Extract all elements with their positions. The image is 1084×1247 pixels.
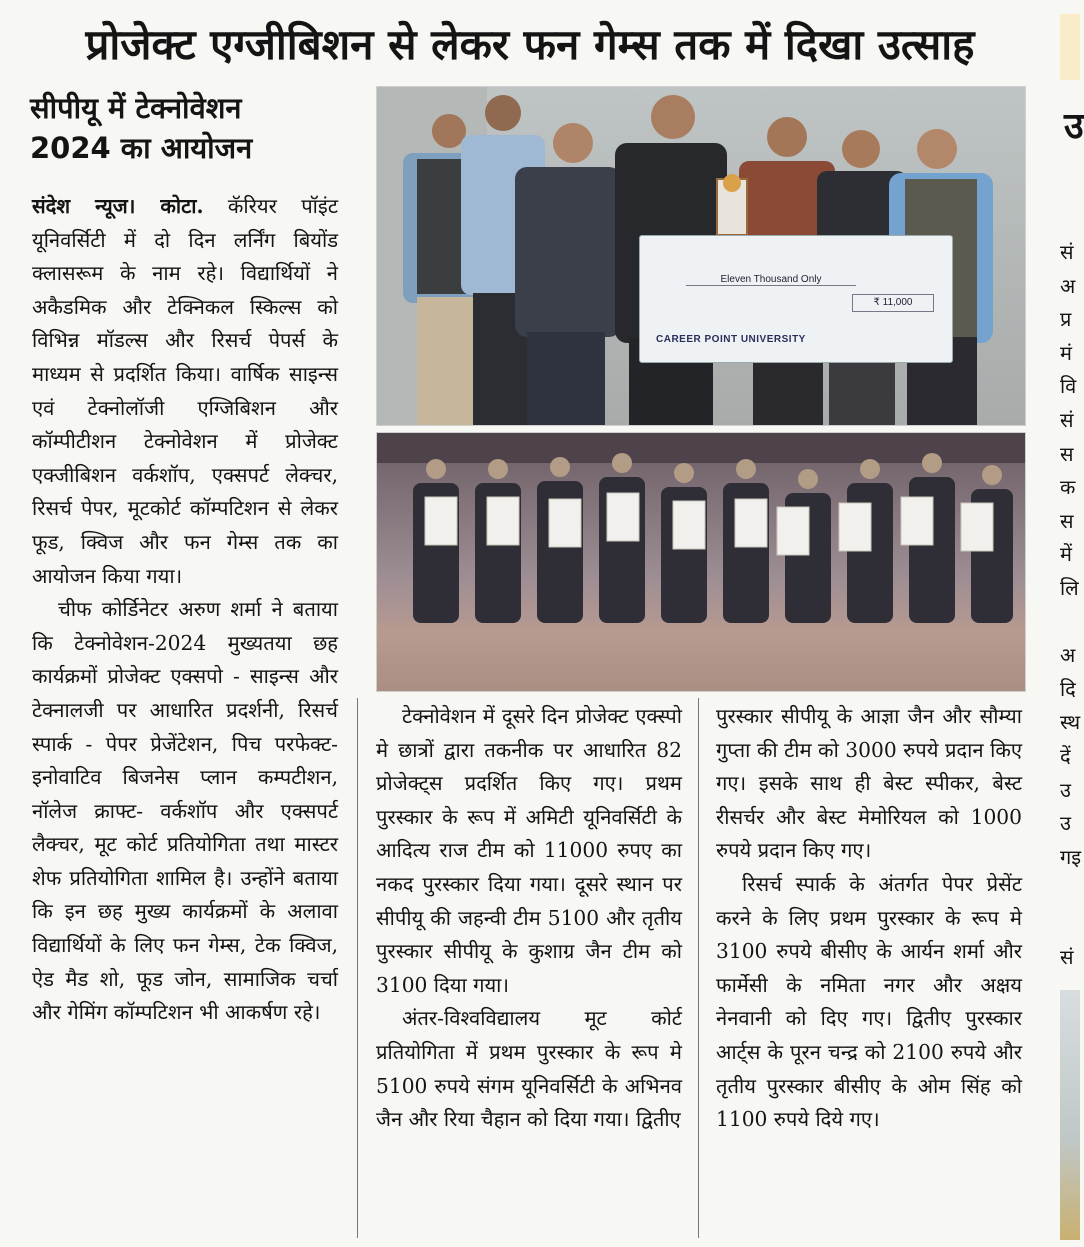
article-column-2	[376, 700, 682, 1137]
paragraph-2: चीफ कोर्डिनेटर अरुण शर्मा ने बताया कि टेक्नोवेशन-2024 मुख्यतया छह कार्यक्रमों प्रोजेक्ट एक्सपो - साइन्स और टेक्नालजी पर आधारित प्रदर्शनी, रिसर्च स्पार्क - पेपर प्रेजेंटेशन, पिच परफेक्ट- इनोवाटिव बिजनेस प्लान कम्पटीशन, नॉलेज क्राफ्ट- वर्कशॉप और एक्सपर्ट लैक्चर, मूट कोर्ट प्रतियोगिता तथा मास्टर शेफ प्रतियोगिता शामिल है। उन्होंने बताया कि इन छह मुख्य कार्यक्रमों के अलावा विद्यार्थियों के लिए फन गेम्स, टेक क्विज, ऐड मैड शो, फूड जोन, सामाजिक चर्चा और गेमिंग कॉम्पटिशन भी आकर्षण रहे।	[32, 597, 338, 1025]
edge-line: उ	[1060, 777, 1071, 802]
paragraph-5: पुरस्कार सीपीयू के आज्ञा जैन और सौम्या गुप्ता की टीम को 3000 रुपये प्रदान किए गए। इसके साथ ही बेस्ट स्पीकर, बेस्ट रीसर्चर और बेस्ट मेमोरियल को 1000 रुपये प्रदान किए गए।	[716, 704, 1022, 863]
edge-line: वि	[1060, 374, 1077, 399]
column-rule-2	[698, 698, 699, 1238]
subheadline	[30, 88, 350, 168]
adjacent-article-headline: उ	[1064, 106, 1084, 147]
paragraph-4: अंतर-विश्वविद्यालय मूट कोर्ट प्रतियोगिता में प्रथम पुरस्कार के रूप मे 5100 रुपये संगम यूनिवर्सिटी के अभिनव जैन और रिया चैहान को दिया गया। द्वितीए	[376, 1006, 682, 1132]
edge-line: लि	[1060, 575, 1079, 600]
cheque	[639, 235, 953, 363]
headline: प्रोजेक्ट एग्जीबिशन से लेकर फन गेम्स तक में दिखा उत्साह	[85, 20, 975, 69]
article-column-3	[716, 700, 1022, 1137]
edge-line: दें	[1060, 743, 1071, 768]
edge-line: में	[1060, 542, 1072, 567]
award-photo	[376, 86, 1026, 426]
dateline: संदेश न्यूज। कोटा.	[32, 194, 204, 218]
column-rule-1	[357, 698, 358, 1238]
edge-line: क	[1060, 475, 1076, 500]
edge-line: मं	[1060, 340, 1072, 365]
edge-line: स	[1060, 441, 1074, 466]
edge-line: अ	[1060, 273, 1076, 298]
edge-line: प्र	[1060, 307, 1072, 332]
cheque-amount-words: Eleven Thousand Only	[686, 274, 856, 286]
paragraph-1-text: कॅरियर पॉइंट यूनिवर्सिटी में दो दिन लर्निंग बियोंड क्लासरूम के नाम रहे। विद्यार्थियों ने अकैडमिक और टेक्निकल स्किल्स को विभिन्न मॉडल्स और रिसर्च पेपर्स के माध्यम से प्रदर्शित किया। वार्षिक साइन्स एवं टेक्नोलॉजी एग्जिबिशन और कॉम्पीटीशन टेक्नोवेशन में प्रोजेक्ट एक्जीबिशन वर्कशॉप, एक्सपर्ट लेक्चर, रिसर्च पेपर, मूटकोर्ट कॉम्पटिशन से लेकर फूड, क्विज और फन गेम्स तक का आयोजन किया गया।	[32, 194, 338, 588]
edge-line: स	[1060, 508, 1074, 533]
paragraph-1	[32, 190, 338, 593]
edge-line	[1060, 606, 1080, 640]
stage-photo	[376, 432, 1026, 692]
adjacent-article-photo	[1060, 990, 1080, 1240]
adjacent-article-banner	[1060, 14, 1080, 80]
edge-line: सं	[1060, 945, 1074, 970]
edge-line: गइ	[1060, 844, 1082, 869]
stage-photo-scene	[377, 433, 1025, 691]
paragraph-6: रिसर्च स्पार्क के अंतर्गत पेपर प्रेसेंट करने के लिए प्रथम पुरस्कार के रूप मे 3100 रुपये बीसीए के आर्यन शर्मा और फार्मेसी के नमिता नगर और अक्षय नेनवानी को दिए गए। द्वितीए पुरस्कार आर्ट्स के पूरन चन्द्र को 2100 रुपये और तृतीय पुरस्कार बीसीए के ओम सिंह को 1100 रुपये दिये गए।	[716, 871, 1022, 1132]
cheque-brand: CAREER POINT UNIVERSITY	[656, 334, 806, 345]
cheque-amount: ₹ 11,000	[852, 294, 934, 312]
edge-line: सं	[1060, 240, 1074, 264]
edge-line	[1060, 874, 1080, 908]
adjacent-article-text	[1060, 236, 1080, 975]
edge-line	[1060, 908, 1080, 942]
edge-line: उ	[1060, 811, 1071, 836]
subheadline-line-1: सीपीयू में टेक्नोवेशन	[30, 91, 242, 125]
edge-line: अ	[1060, 643, 1076, 668]
paragraph-3: टेक्नोवेशन में दूसरे दिन प्रोजेक्ट एक्स्पो मे छात्रों द्वारा तकनीक पर आधारित 82 प्रोजेक्ट्स प्रदर्शित किए गए। प्रथम पुरस्कार के रूप में अमिटी यूनिवर्सिटी के आदित्य राज टीम को 11000 रुपए का नकद पुरस्कार दिया गया। दूसरे स्थान पर सीपीयू की जहन्वी टीम 5100 और तृतीय पुरस्कार सीपीयू के कुशाग्र जैन टीम को 3100 दिया गया।	[376, 704, 682, 997]
edge-line: सं	[1060, 407, 1074, 432]
article-column-1	[32, 190, 338, 1030]
edge-line: स्थ	[1060, 710, 1081, 735]
edge-line: दि	[1060, 676, 1076, 701]
subheadline-line-2: 2024 का आयोजन	[30, 131, 253, 165]
